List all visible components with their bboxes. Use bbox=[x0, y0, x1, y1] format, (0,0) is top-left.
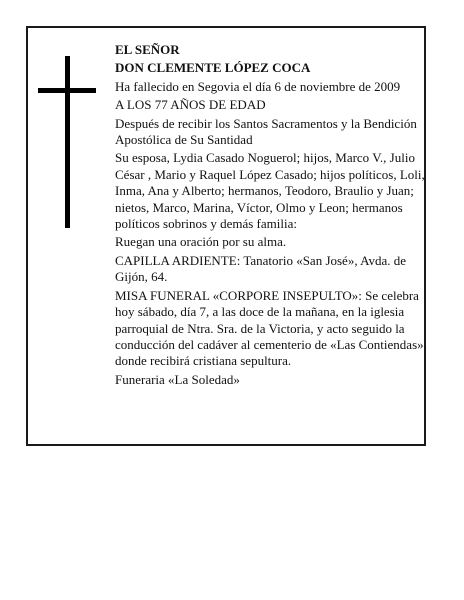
prayer-request: Ruegan una oración por su alma. bbox=[115, 234, 287, 250]
death-statement: Ha fallecido en Segovia el día 6 de noviembre de 2009 bbox=[115, 78, 401, 94]
funeral-home: Funeraria «La Soledad» bbox=[115, 371, 240, 387]
family-list: Su esposa, Lydia Casado Noguerol; hijos, Marco V., Julio César , Mario y Raquel López Casado; hijos políticos, Loli, Inma, Ana y Alberto; hermanos, Teodoro, Braulio y Juan; nietos, Marco, Marina, Víctor, Olmo y Leon; hermanos políticos sobrinos y demás familia: bbox=[115, 150, 425, 232]
cross-horizontal-bar bbox=[38, 88, 96, 93]
age-statement: A LOS 77 AÑOS DE EDAD bbox=[115, 97, 266, 113]
notice-text bbox=[115, 42, 427, 390]
notice-title: EL SEÑOR bbox=[115, 42, 180, 57]
deceased-name: DON CLEMENTE LÓPEZ COCA bbox=[115, 60, 311, 76]
obituary-notice bbox=[26, 26, 426, 446]
cross-vertical-bar bbox=[65, 56, 70, 228]
sacraments-statement: Después de recibir los Santos Sacramentos y la Bendición Apostólica de Su Santidad bbox=[115, 115, 417, 148]
cross-icon bbox=[38, 56, 96, 228]
funeral-info: MISA FUNERAL «CORPORE INSEPULTO»: Se celebra hoy sábado, día 7, a las doce de la mañana, en la iglesia parroquial de Ntra. Sra. de la Victoria, y acto seguido la conducción del cadáver al cementerio de «Las Contiendas», donde recibirá cristiana sepultura. bbox=[115, 287, 427, 369]
chapel-info: CAPILLA ARDIENTE: Tanatorio «San José», Avda. de Gijón, 64. bbox=[115, 252, 407, 285]
